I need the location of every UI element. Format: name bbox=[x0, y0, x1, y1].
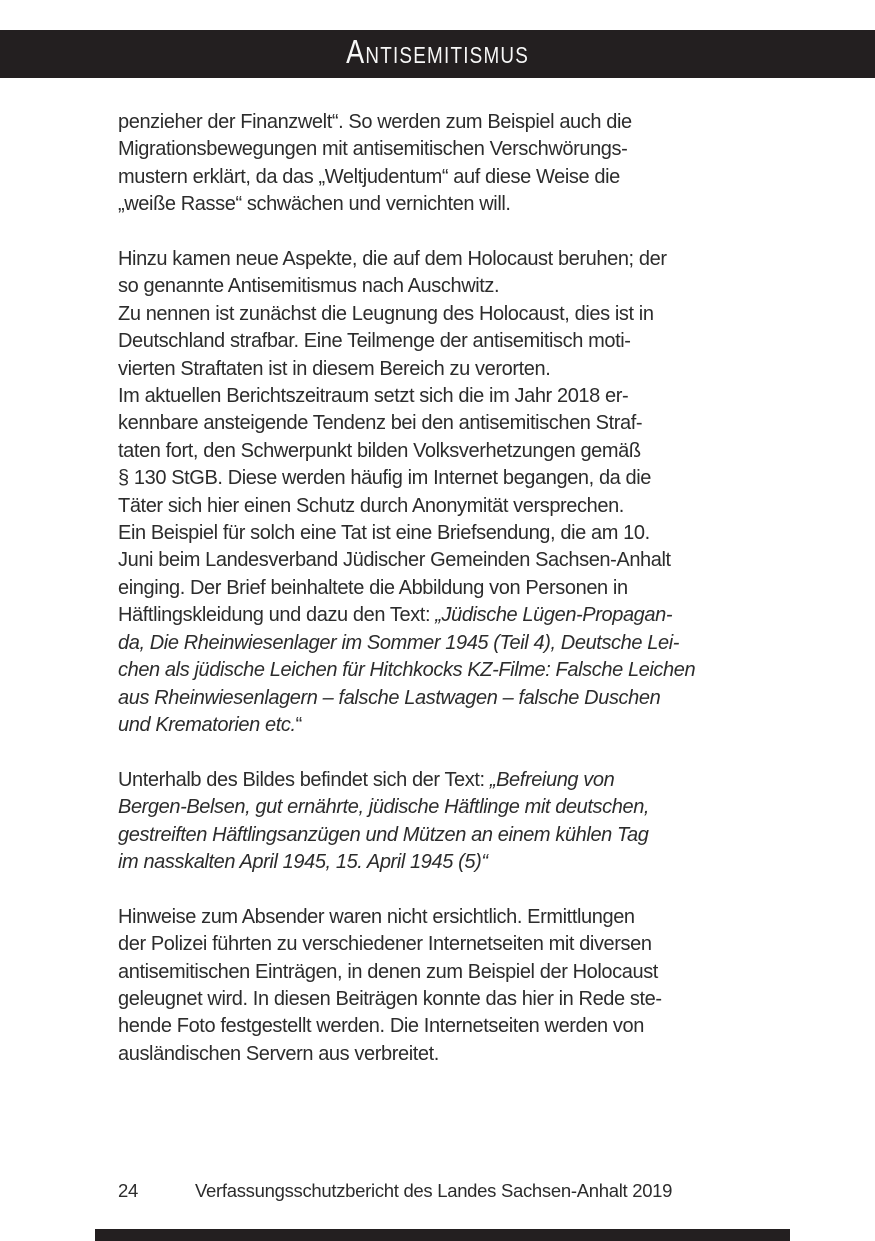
text-line: Ein Beispiel für solch eine Tat ist eine Briefsendung, die am 10. bbox=[118, 522, 650, 545]
text-line: Täter sich hier einen Schutz durch Anonymität versprechen. bbox=[118, 494, 624, 517]
text-line: taten fort, den Schwerpunkt bilden Volksverhetzungen gemäß bbox=[118, 439, 641, 462]
body-text bbox=[118, 109, 773, 1068]
footer-report-title: Verfassungsschutzbericht des Landes Sachsen-Anhalt 2019 bbox=[195, 1180, 673, 1201]
text-line: Hinzu kamen neue Aspekte, die auf dem Holocaust beruhen; der bbox=[118, 248, 667, 271]
text-line: einging. Der Brief beinhaltete die Abbildung von Personen in bbox=[118, 576, 628, 599]
text-line: im nasskalten April 1945, 15. April 1945 (5)“ bbox=[118, 850, 488, 873]
chapter-title: Antisemitismus bbox=[345, 33, 530, 70]
text-line: geleugnet wird. In diesen Beiträgen konnte das hier in Rede ste- bbox=[118, 987, 662, 1010]
text-line: Migrationsbewegungen mit antisemitischen Verschwörungs- bbox=[118, 138, 628, 161]
text-line: „weiße Rasse“ schwächen und vernichten will. bbox=[118, 193, 511, 216]
text-line: Juni beim Landesverband Jüdischer Gemeinden Sachsen-Anhalt bbox=[118, 549, 671, 572]
paragraph bbox=[118, 109, 773, 219]
text-line: antisemitischen Einträgen, in denen zum Beispiel der Holocaust bbox=[118, 960, 658, 983]
text-line: da, Die Rheinwiesenlager im Sommer 1945 (Teil 4), Deutsche Lei- bbox=[118, 631, 680, 654]
text-line: aus Rheinwiesenlagern – falsche Lastwagen – falsche Duschen bbox=[118, 686, 661, 709]
text-line: der Polizei führten zu verschiedener Internetseiten mit diversen bbox=[118, 933, 652, 956]
text-line: Häftlingskleidung und dazu den Text: „Jüdische Lügen-Propagan- bbox=[118, 604, 673, 627]
text-line: Deutschland strafbar. Eine Teilmenge der antisemitisch moti- bbox=[118, 330, 631, 353]
text-line: chen als jüdische Leichen für Hitchkocks KZ-Filme: Falsche Leichen bbox=[118, 659, 696, 682]
text-line: ausländischen Servern aus verbreitet. bbox=[118, 1042, 439, 1065]
chapter-header-bar bbox=[0, 30, 875, 78]
text-line: vierten Straftaten ist in diesem Bereich zu verorten. bbox=[118, 357, 551, 380]
text-line: § 130 StGB. Diese werden häufig im Internet begangen, da die bbox=[118, 467, 652, 490]
text-line: Unterhalb des Bildes befindet sich der Text: „Befreiung von bbox=[118, 768, 615, 791]
text-line: Zu nennen ist zunächst die Leugnung des Holocaust, dies ist in bbox=[118, 302, 654, 325]
bottom-rule-bar bbox=[95, 1229, 790, 1241]
text-line: hende Foto festgestellt werden. Die Internetseiten werden von bbox=[118, 1015, 644, 1038]
text-line: Im aktuellen Berichtszeitraum setzt sich die im Jahr 2018 er- bbox=[118, 385, 629, 408]
paragraph bbox=[118, 767, 773, 877]
paragraph bbox=[118, 904, 773, 1068]
text-line: und Krematorien etc.“ bbox=[118, 713, 302, 736]
text-line: Hinweise zum Absender waren nicht ersichtlich. Ermittlungen bbox=[118, 905, 635, 928]
page-number: 24 bbox=[118, 1180, 138, 1201]
text-line: gestreiften Häftlingsanzügen und Mützen an einem kühlen Tag bbox=[118, 823, 649, 846]
text-line: so genannte Antisemitismus nach Auschwitz. bbox=[118, 275, 500, 298]
text-line: mustern erklärt, da das „Weltjudentum“ auf diese Weise die bbox=[118, 165, 620, 188]
text-line: kennbare ansteigende Tendenz bei den antisemitischen Straf- bbox=[118, 412, 643, 435]
text-line: penzieher der Finanzwelt“. So werden zum Beispiel auch die bbox=[118, 111, 632, 133]
paragraph bbox=[118, 246, 773, 739]
text-line: Bergen-Belsen, gut ernährte, jüdische Häftlinge mit deutschen, bbox=[118, 796, 650, 819]
page-footer bbox=[118, 1180, 672, 1202]
